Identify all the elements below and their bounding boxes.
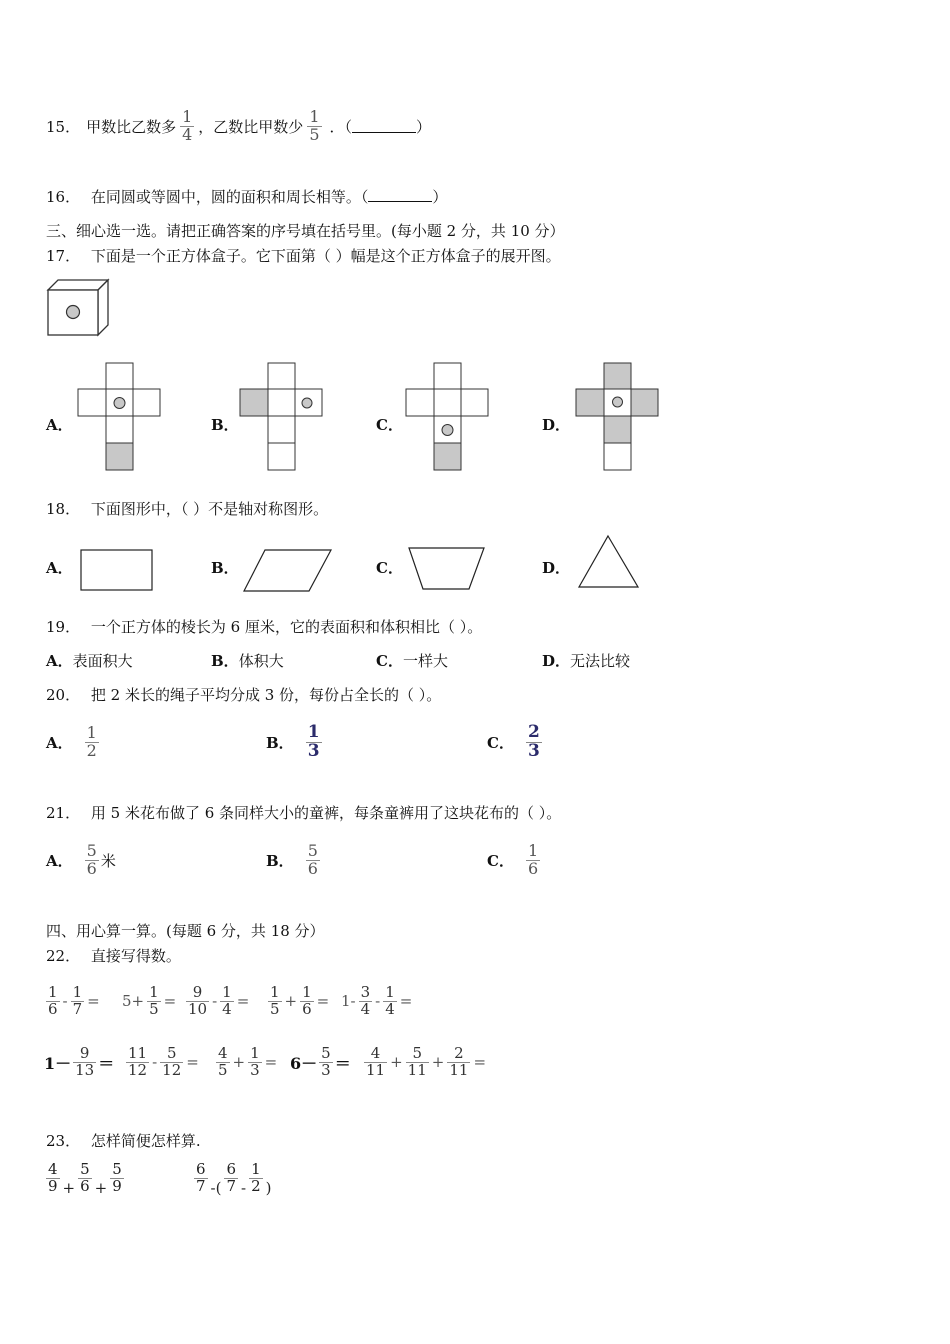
net-option-b[interactable] (240, 363, 324, 473)
option-d-label[interactable]: D． (542, 416, 571, 434)
fraction: $\frac{1}{6}$ (527, 840, 539, 878)
expression: 1- $\frac{3}{4}$ - $\frac{1}{4}$ = (341, 982, 413, 1018)
cube-figure (46, 278, 112, 338)
expression: $\frac{1}{6}$ - $\frac{1}{7}$ = (48, 982, 100, 1018)
option-a[interactable]: A． $\frac{1}{2}$ (46, 722, 97, 760)
fraction: $\frac{5}{6}$ (307, 840, 318, 878)
question-number: 20． (46, 686, 81, 704)
section-heading: 三、细心选一选。请把正确答案的序号填在括号里。(每小题 2 分，共 10 分） (46, 222, 565, 240)
expression: $\frac{9}{10}$ - $\frac{1}{4}$ = (188, 982, 250, 1018)
question-15: 15． 甲数比乙数多 $\frac{1}{4}$ ，乙数比甲数少 $\frac{1}{5}$ ．（ ） (46, 106, 432, 144)
expression: $\frac{1}{5}$ + $\frac{1}{6}$ = (270, 982, 330, 1018)
question-number: 23． (46, 1132, 81, 1150)
question-22 (46, 945, 181, 966)
fraction: $\frac{1}{5}$ (309, 106, 320, 144)
question-text: 怎样简便怎样算. (90, 1132, 201, 1150)
question-number: 19． (46, 618, 81, 636)
option-a[interactable]: A．表面积大 (46, 652, 133, 670)
question-text: ，乙数比甲数少 (198, 117, 304, 136)
option-c-label[interactable]: C． (376, 559, 403, 577)
question-text: 一个正方体的棱长为 6 厘米，它的表面积和体积相比（ ）。 (90, 618, 483, 636)
option-a-label[interactable]: A． (46, 416, 73, 434)
fraction: $\frac{1}{2}$ (86, 722, 97, 760)
question-16: 16． 在同圆或等圆中，圆的面积和周长相等。（ ） (46, 188, 448, 206)
net-option-c[interactable] (406, 363, 490, 473)
question-text: 下面图形中，（ ）不是轴对称图形。 (90, 500, 329, 518)
net-option-d[interactable] (576, 363, 660, 473)
option-d-label[interactable]: D． (542, 559, 571, 577)
option-c[interactable]: C． $\frac{1}{6}$ (487, 840, 539, 878)
question-text: 甲数比乙数多 (86, 117, 177, 136)
question-text: 直接写得数。 (90, 947, 181, 965)
net-option-a[interactable] (78, 363, 162, 473)
option-a[interactable]: A． $\frac{5}{6}$ 米 (46, 840, 116, 878)
question-19 (46, 616, 482, 637)
expression: $\frac{6}{7}$ -( $\frac{6}{7}$ - $\frac{1}{2}$ ) (196, 1159, 272, 1197)
expression: $\frac{4}{11}$ + $\frac{5}{11}$ + $\frac{2}{11}$ = (366, 1043, 487, 1079)
expression: $\frac{4}{5}$ + $\frac{1}{3}$ = (218, 1043, 278, 1079)
trapezoid-shape[interactable] (408, 547, 486, 591)
fraction: $\frac{2}{3}$ (527, 721, 540, 761)
option-b[interactable]: B． $\frac{5}{6}$ (266, 840, 318, 878)
expression: $\frac{11}{12}$ - $\frac{5}{12}$ = (128, 1043, 199, 1079)
option-b[interactable]: B． $\frac{1}{3}$ (266, 721, 320, 761)
fraction: $\frac{1}{3}$ (307, 721, 320, 761)
option-c[interactable]: C． $\frac{2}{3}$ (487, 721, 540, 761)
rectangle-shape[interactable] (80, 549, 154, 591)
question-text: 在同圆或等圆中，圆的面积和周长相等。（ (90, 188, 369, 206)
expression: $\frac{4}{9}$ + $\frac{5}{6}$ + $\frac{5}{9}$ (48, 1159, 122, 1197)
fraction: $\frac{5}{6}$ (86, 840, 97, 878)
expression: 5+ $\frac{1}{5}$ = (122, 982, 177, 1018)
question-20 (46, 684, 441, 705)
question-18 (46, 498, 328, 519)
fraction: $\frac{1}{4}$ (182, 106, 193, 144)
triangle-shape[interactable] (578, 535, 640, 589)
question-text: 下面是一个正方体盒子。它下面第（ ）幅是这个正方体盒子的展开图。 (90, 247, 561, 265)
option-c[interactable]: C．一样大 (376, 652, 448, 670)
question-text: ．（ (329, 117, 353, 136)
option-b-label[interactable]: B． (211, 416, 239, 434)
expression: 6－ $\frac{5}{3}$ ＝ (290, 1043, 351, 1079)
question-text: 把 2 米长的绳子平均分成 3 份，每份占全长的（ ）。 (90, 686, 442, 704)
question-number: 18． (46, 500, 81, 518)
question-number: 21． (46, 804, 81, 822)
option-c-label[interactable]: C． (376, 416, 403, 434)
question-number: 16． (46, 188, 81, 206)
question-text: 用 5 米花布做了 6 条同样大小的童裤，每条童裤用了这块花布的（ ）。 (90, 804, 562, 822)
question-number: 15． (46, 117, 81, 136)
expression: 1－ $\frac{9}{13}$ ＝ (44, 1043, 115, 1079)
question-23 (46, 1130, 201, 1151)
question-21 (46, 802, 561, 823)
option-a-label[interactable]: A． (46, 559, 73, 577)
answer-blank[interactable] (352, 120, 416, 133)
option-b[interactable]: B．体积大 (211, 652, 284, 670)
option-b-label[interactable]: B． (211, 559, 239, 577)
option-d[interactable]: D．无法比较 (542, 652, 631, 670)
section-heading: 四、用心算一算。(每题 6 分，共 18 分） (46, 922, 325, 940)
parallelogram-shape[interactable] (243, 549, 333, 593)
question-number: 17． (46, 247, 81, 265)
question-17 (46, 245, 561, 266)
answer-blank[interactable] (368, 189, 432, 202)
question-number: 22． (46, 947, 81, 965)
